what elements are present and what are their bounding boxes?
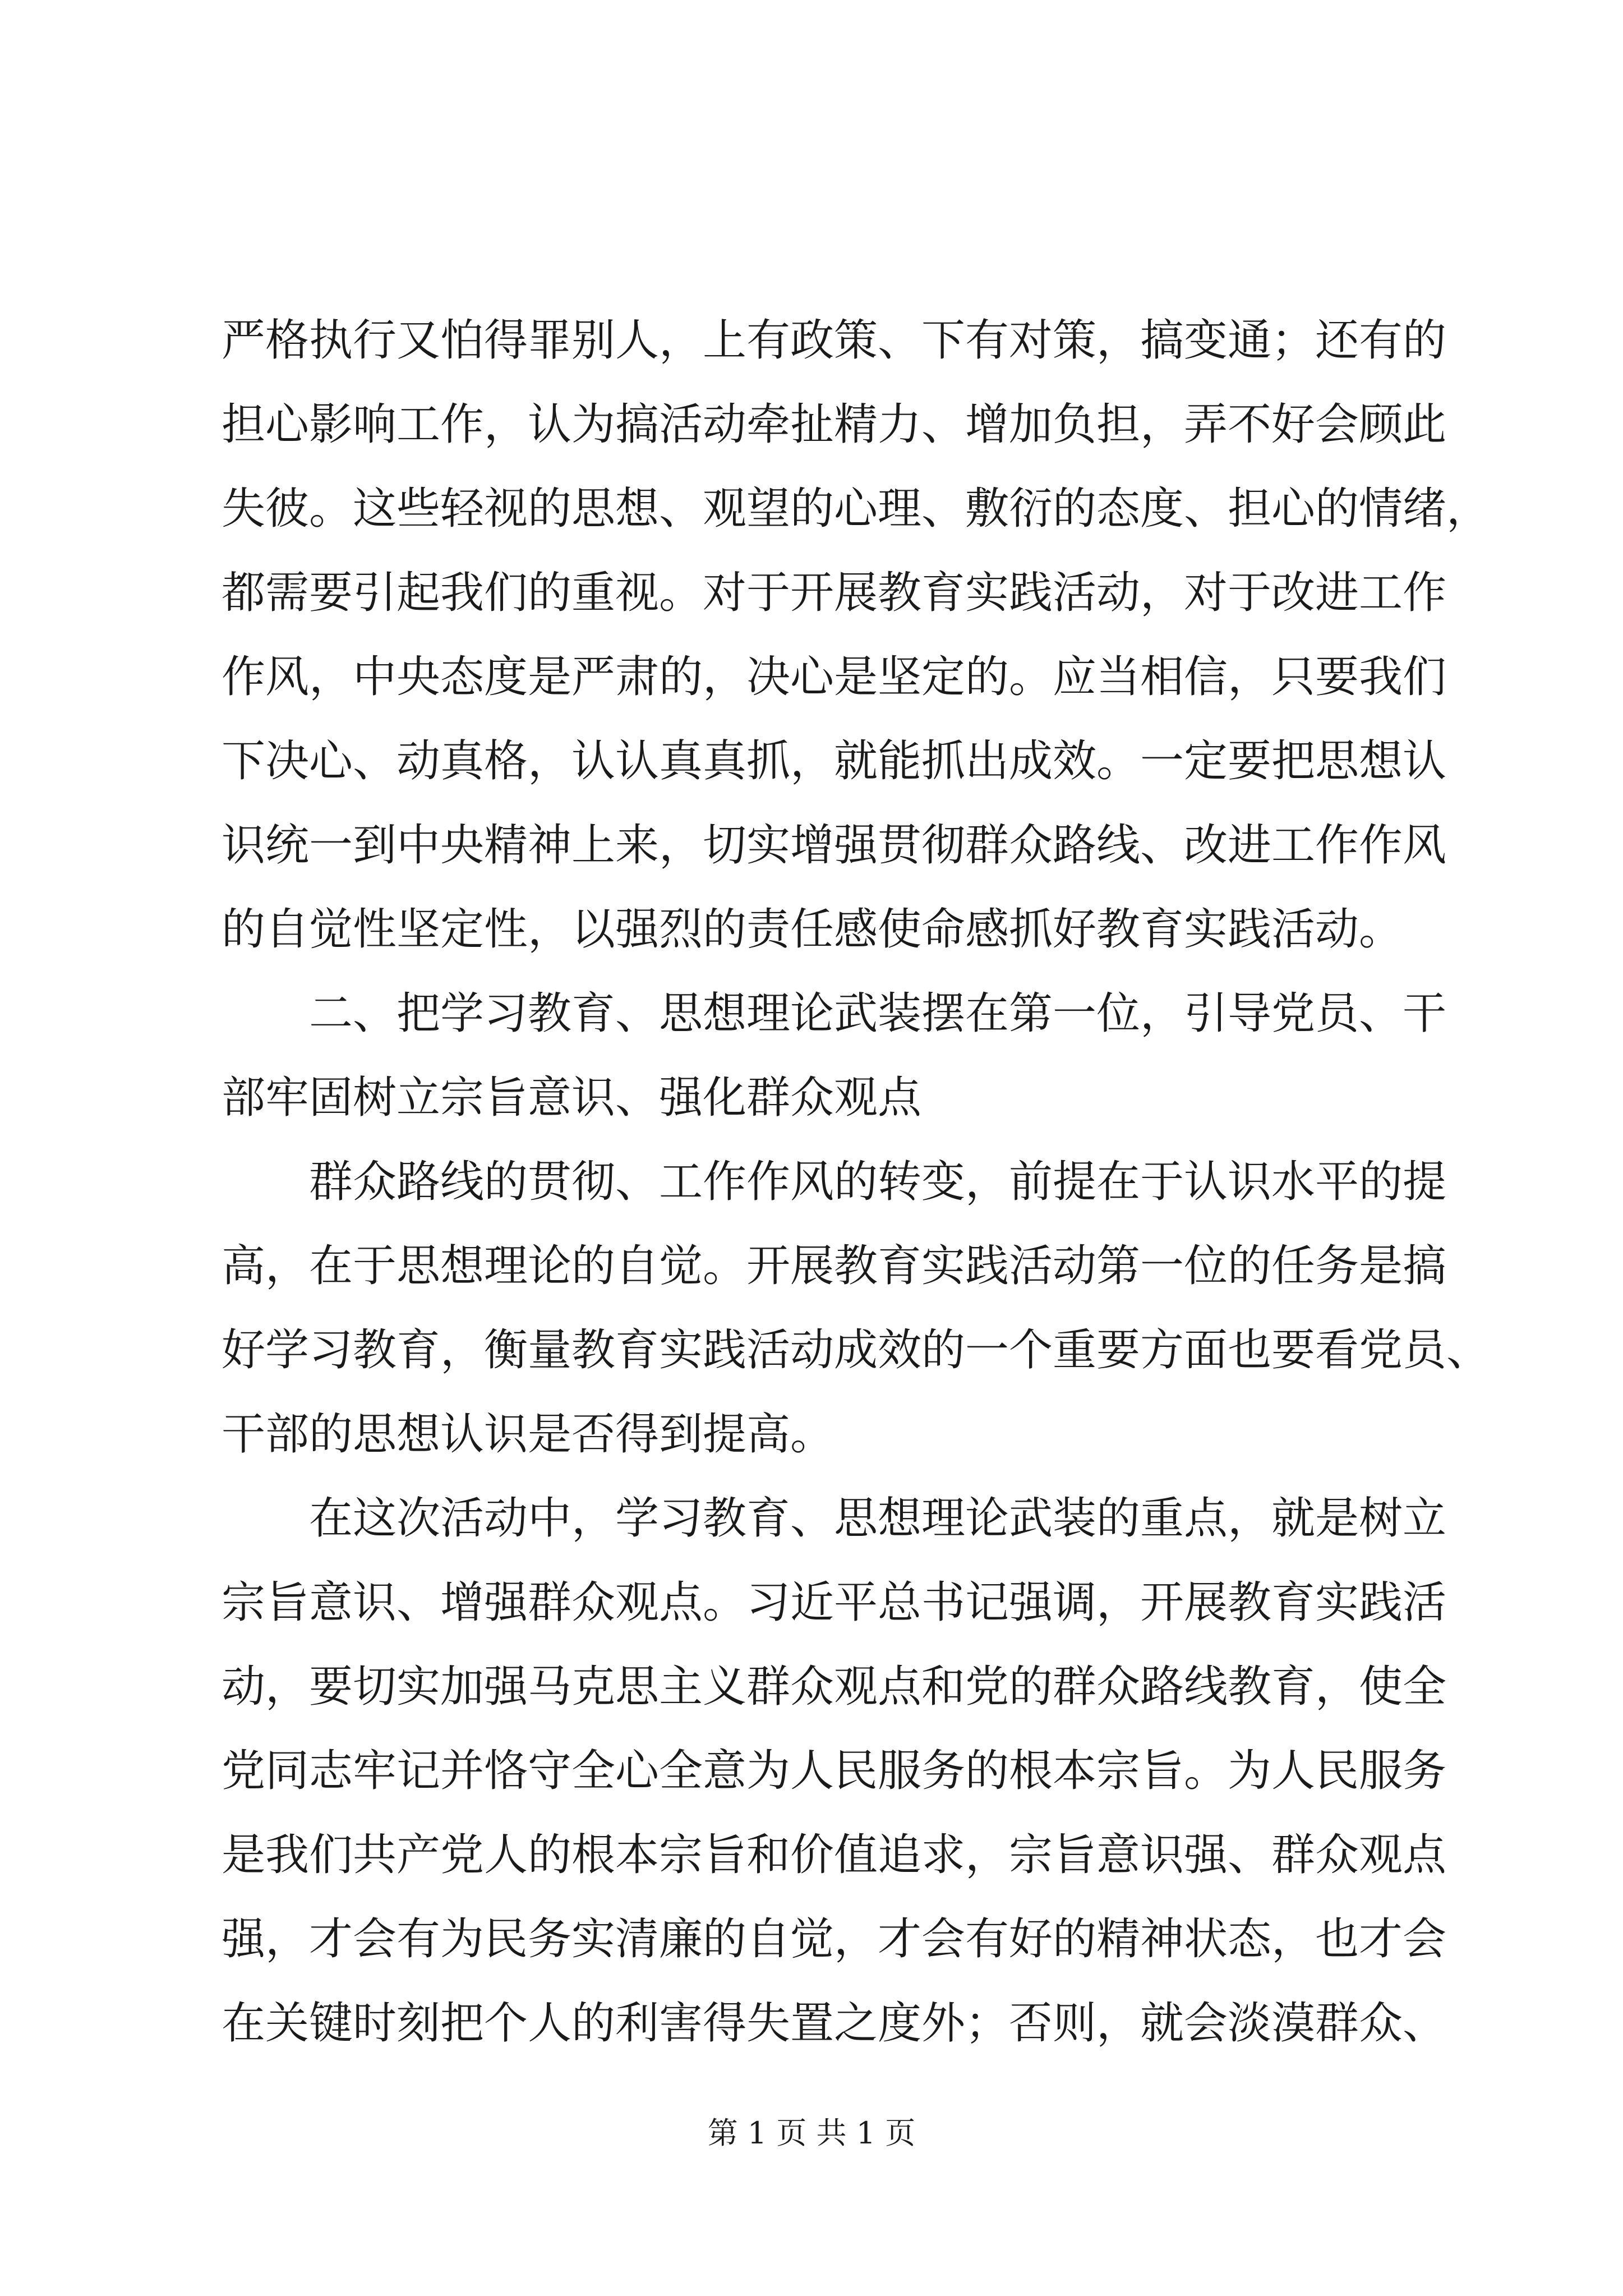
text-line: 党同志牢记并恪守全心全意为人民服务的根本宗旨。为人民服务 <box>222 1746 1447 1796</box>
text-line: 都需要引起我们的重视。对于开展教育实践活动，对于改进工作 <box>222 568 1447 618</box>
text-line: 失彼。这些轻视的思想、观望的心理、敷衍的态度、担心的情绪， <box>222 484 1491 534</box>
text-line: 高，在于思想理论的自觉。开展教育实践活动第一位的任务是搞 <box>222 1241 1447 1291</box>
text-line: 群众路线的贯彻、工作作风的转变，前提在于认识水平的提 <box>309 1157 1447 1207</box>
text-line: 下决心、动真格，认认真真抓，就能抓出成效。一定要把思想认 <box>222 736 1447 786</box>
body-text <box>222 298 1491 2065</box>
page-footer: 第 1 页 共 1 页 <box>707 2115 916 2151</box>
text-line: 在这次活动中，学习教育、思想理论武装的重点，就是树立 <box>309 1493 1447 1544</box>
text-line: 是我们共产党人的根本宗旨和价值追求，宗旨意识强、群众观点 <box>222 1830 1447 1880</box>
text-line: 宗旨意识、增强群众观点。习近平总书记强调，开展教育实践活 <box>222 1577 1447 1628</box>
text-line: 动，要切实加强马克思主义群众观点和党的群众路线教育，使全 <box>222 1662 1447 1712</box>
text-line: 强，才会有为民务实清廉的自觉，才会有好的精神状态，也才会 <box>222 1914 1447 1964</box>
text-line: 作风，中央态度是严肃的，决心是坚定的。应当相信，只要我们 <box>222 652 1447 702</box>
text-line: 部牢固树立宗旨意识、强化群众观点 <box>222 1073 922 1123</box>
text-line: 好学习教育，衡量教育实践活动成效的一个重要方面也要看党员、 <box>222 1325 1491 1375</box>
text-line: 在关键时刻把个人的利害得失置之度外；否则，就会淡漠群众、 <box>222 1998 1447 2049</box>
text-line: 干部的思想认识是否得到提高。 <box>222 1409 834 1460</box>
text-line: 担心影响工作，认为搞活动牵扯精力、增加负担，弄不好会顾此 <box>222 399 1447 450</box>
text-line: 的自觉性坚定性，以强烈的责任感使命感抓好教育实践活动。 <box>222 904 1403 955</box>
text-line: 识统一到中央精神上来，切实增强贯彻群众路线、改进工作作风 <box>222 820 1447 871</box>
text-line: 二、把学习教育、思想理论武装摆在第一位，引导党员、干 <box>309 988 1447 1039</box>
text-line: 严格执行又怕得罪别人，上有政策、下有对策，搞变通；还有的 <box>222 315 1447 366</box>
